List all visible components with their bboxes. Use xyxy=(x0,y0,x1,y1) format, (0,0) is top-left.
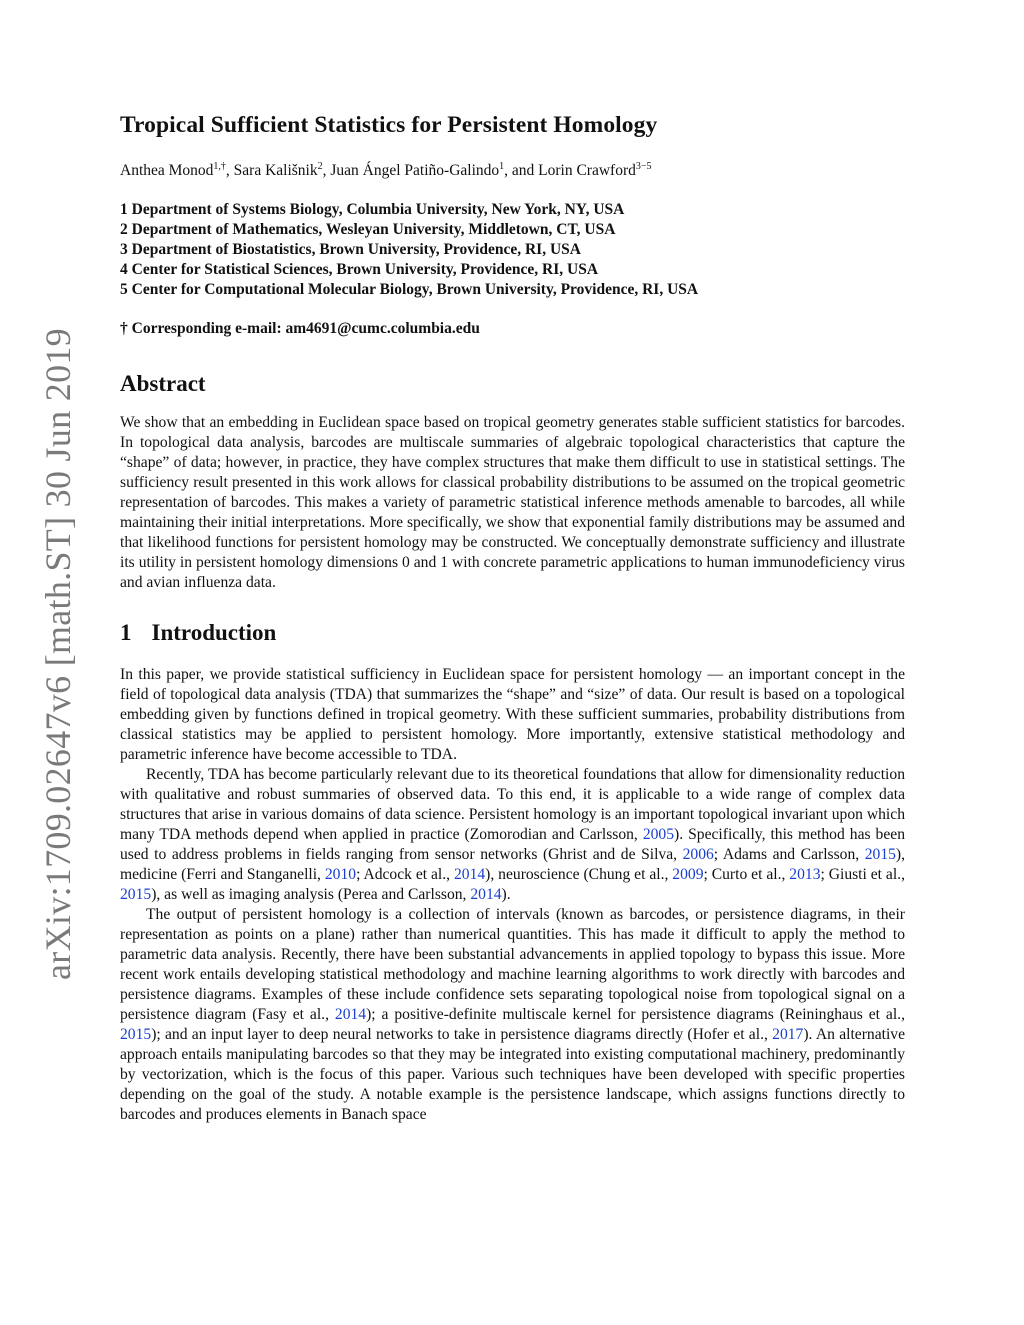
paragraph-text: ); a positive-definite multiscale kernel for persistence diagrams (Reininghaus et al., xyxy=(366,1006,905,1023)
section-number: 1 xyxy=(120,620,132,645)
author-affiliation-marker: 1,† xyxy=(213,161,226,172)
paragraph-text: ), as well as imaging analysis (Perea and Carlsson, xyxy=(151,886,471,903)
author-separator: , and xyxy=(504,162,539,179)
paragraph-text: ; Adams and Carlsson, xyxy=(713,846,865,863)
affiliation-item: 1 Department of Systems Biology, Columbia University, New York, NY, USA xyxy=(120,201,625,218)
citation-link[interactable]: 2014 xyxy=(334,1006,367,1023)
paper-page xyxy=(120,112,905,1125)
author-name: Anthea Monod xyxy=(120,162,214,179)
section-heading-text: Introduction xyxy=(151,620,277,645)
abstract-section xyxy=(120,413,905,593)
citation-link[interactable]: 2015 xyxy=(120,1026,152,1043)
author-affiliation-marker: 2 xyxy=(317,161,323,172)
citation-link[interactable]: 2015 xyxy=(864,846,896,863)
affiliation-item: 2 Department of Mathematics, Wesleyan University, Middletown, CT, USA xyxy=(120,221,616,238)
citation-link[interactable]: 2014 xyxy=(470,886,502,903)
author-separator: , xyxy=(322,162,331,179)
paragraph-text: ), medicine (Ferri and Stanganelli, xyxy=(120,846,906,883)
citation-link[interactable]: 2010 xyxy=(324,866,357,883)
paragraph-text: ). xyxy=(501,886,511,903)
citation-link[interactable]: 2014 xyxy=(453,866,486,883)
author-name: Sara Kališnik xyxy=(233,162,318,179)
paragraph-text: ; Giusti et al., xyxy=(820,866,905,883)
author-list xyxy=(120,161,905,181)
arxiv-identifier-stamp: arXiv:1709.02647v6 [math.ST] 30 Jun 2019 xyxy=(38,328,78,980)
paragraph-text: The output of persistent homology is a collection of intervals (known as barcodes, or persistence diagrams, in their representation as points on a plane) rather than numerical quantities. This has made it difficult to apply the method to parametric data analysis. Recently, there have been substantial advancements in applied topology to bypass this issue. More recent work entails developing statistical methodology and machine learning algorithms to work directly with barcodes and persistence diagrams. Examples of these include confidence sets separating topological noise from topological signal on a persistence diagram (Fasy et al., xyxy=(120,906,905,1023)
citation-link[interactable]: 2006 xyxy=(682,846,714,863)
paper-title: Tropical Sufficient Statistics for Persistent Homology xyxy=(120,112,658,138)
author-affiliation-marker: 3−5 xyxy=(635,161,652,172)
author-affiliation-marker: 1 xyxy=(499,161,505,172)
author-name: Juan Ángel Patiño-Galindo xyxy=(330,162,500,179)
paragraph-text: ), neuroscience (Chung et al., xyxy=(485,866,673,883)
affiliation-item: 5 Center for Computational Molecular Biology, Brown University, Providence, RI, USA xyxy=(120,281,699,298)
introduction-heading xyxy=(120,620,905,646)
intro-paragraph-2 xyxy=(120,765,905,905)
citation-link[interactable]: 2013 xyxy=(789,866,821,883)
citation-link[interactable]: 2005 xyxy=(642,826,675,843)
affiliation-item: 4 Center for Statistical Sciences, Brown University, Providence, RI, USA xyxy=(120,261,599,278)
citation-link[interactable]: 2009 xyxy=(672,866,704,883)
affiliation-list xyxy=(120,200,905,300)
introduction-section xyxy=(120,665,905,1125)
abstract-paragraph: We show that an embedding in Euclidean space based on tropical geometry generates stable sufficient statistics for barcodes. In topological data analysis, barcodes are multiscale summaries of algebraic topological characteristics that capture the “shape” of data; however, in practice, they have complex structures that make them difficult to use in statistical settings. The sufficiency result presented in this work allows for classical probability distributions to be assumed on the tropical geometric representation of barcodes. This makes a variety of parametric statistical inference methods amenable to barcodes, all while maintaining their initial interpretations. More specifically, we show that exponential family distributions may be assumed and that likelihood functions for persistent homology may be constructed. We conceptually demonstrate sufficiency and illustrate its utility in persistent homology dimensions 0 and 1 with concrete parametric applications to human immunodeficiency virus and avian influenza data. xyxy=(120,414,905,591)
author-separator: , xyxy=(225,162,234,179)
abstract-heading: Abstract xyxy=(120,371,206,396)
citation-link[interactable]: 2017 xyxy=(772,1026,804,1043)
corresponding-email: † Corresponding e-mail: am4691@cumc.columbia.edu xyxy=(120,320,480,337)
paragraph-text: ; Curto et al., xyxy=(703,866,790,883)
citation-link[interactable]: 2015 xyxy=(120,886,152,903)
intro-paragraph-1: In this paper, we provide statistical sufficiency in Euclidean space for persistent homology — an important concept in the field of topological data analysis (TDA) that summarizes the “shape” and “size” of data. Our result is based on a topological embedding given by functions defined in tropical geometry. With these sufficient summaries, probability distributions from classical statistics may be applied to persistent homology. More importantly, extensive statistical methodology and parametric inference have become accessible to TDA. xyxy=(120,666,905,763)
author-name: Lorin Crawford xyxy=(538,162,636,179)
paragraph-text: Recently, TDA has become particularly relevant due to its theoretical foundations that allow for dimensionality reduction with qualitative and robust summaries of observed data. To this end, it is applicable to a wide range of complex data structures that arise in various domains of data science. Persistent homology is an important topological invariant upon which many TDA methods depend when applied in practice (Zomorodian and Carlsson, xyxy=(120,766,905,843)
paragraph-text: ; Adcock et al., xyxy=(356,866,454,883)
affiliation-item: 3 Department of Biostatistics, Brown University, Providence, RI, USA xyxy=(120,241,581,258)
intro-paragraph-3 xyxy=(120,905,905,1125)
paragraph-text: ); and an input layer to deep neural networks to take in persistence diagrams directly (Hofer et al., xyxy=(151,1026,773,1043)
paragraph-text: ). An alternative approach entails manipulating barcodes so that they may be integrated into existing computational machinery, predominantly by vectorization, which is the focus of this paper. Various such techniques have been developed with specific properties depending on the goal of the study. A notable example is the persistence landscape, which assigns functions directly to barcodes and produces elements in Banach space xyxy=(120,1026,906,1123)
paragraph-text: ). Specifically, this method has been used to address problems in fields ranging from sensor networks (Ghrist and de Silva, xyxy=(120,826,905,863)
